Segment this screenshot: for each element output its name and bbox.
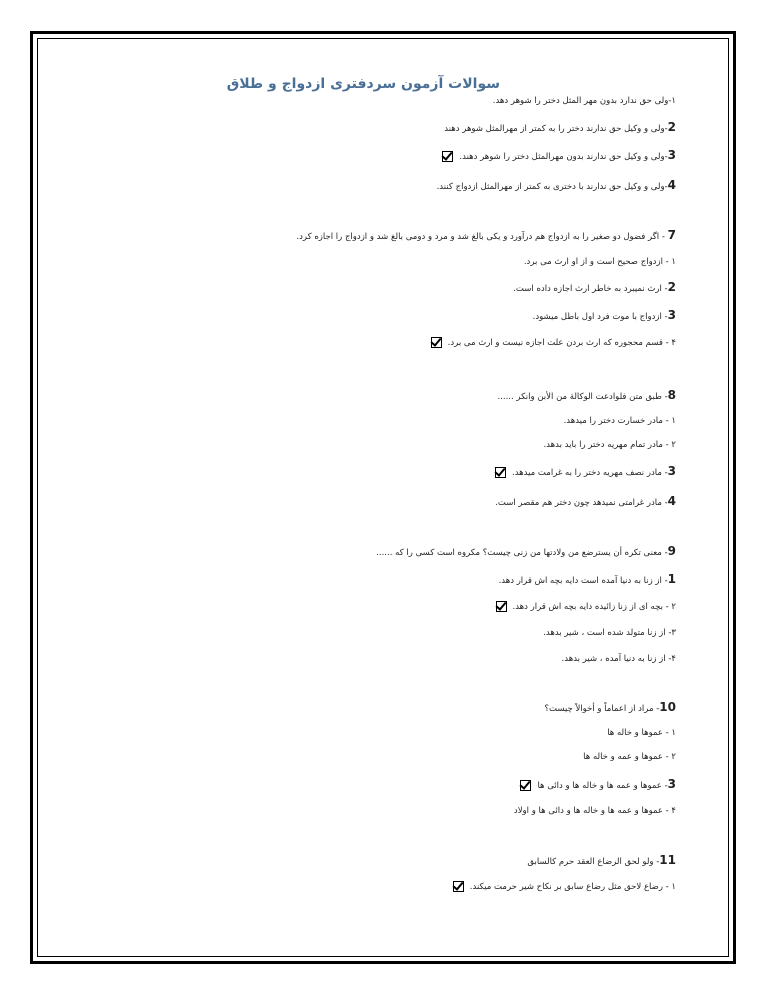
line-text: ۱ - مادر خسارت دختر را میدهد. [563,416,676,426]
question-line [564,414,676,428]
question-line [513,280,676,296]
question-line [520,777,676,793]
question-number: 2 [667,280,676,294]
question-line [562,652,676,666]
checked-box-icon [442,151,453,162]
line-text: -ولی و وکیل حق ندارند با دختری به کمتر از مهرالمثل ازدواج کنند. [436,182,668,192]
page-title: سوالات آزمون سردفتری ازدواج و طلاق [226,76,500,92]
question-line [524,255,676,269]
line-text: ۱ - ازدواج صحیح است و از او ارث می برد. [523,257,676,267]
line-text: ۲ - عموها و عمه و خاله ها [583,752,676,762]
line-text: - از زنا به دنیا آمده است دایه بچه اش قرار دهد. [498,576,668,586]
question-number: 3 [667,777,676,791]
question-number: 8 [667,388,676,402]
question-line [514,804,676,818]
question-number: 9 [667,544,676,558]
line-text: ۱ - عموها و خاله ها [607,728,676,738]
question-number: 3 [667,308,676,322]
checked-box-icon [431,337,442,348]
question-line [607,726,676,740]
line-text: - مادر نصف مهریه دختر را به غرامت میدهد. [512,468,668,478]
question-line [453,880,676,894]
line-text: -ولی و وکیل حق ندارند بدون مهرالمثل دختر را شوهر دهند. [459,152,668,162]
question-number: 4 [667,494,676,508]
question-line [296,228,676,244]
question-line [545,700,677,716]
line-text: - ولو لحق الرضاع العقد حرم کالسابق [527,857,660,867]
line-text: - مادر غرامتی نمیدهد چون دختر هم مقصر است. [495,498,668,508]
question-line [444,120,676,136]
line-text: ۳- از زنا متولد شده است ، شیر بدهد. [543,628,676,638]
checked-box-icon [495,467,506,478]
question-line [583,750,676,764]
line-text: - عموها و عمه ها و خاله ها و دائی ها [537,781,668,791]
line-text: - مراد از اعماماً و أخوالاً چیست؟ [544,704,660,714]
question-line [543,438,676,452]
question-number: 10 [659,700,676,714]
question-line [533,308,676,324]
line-text: ۴ - عموها و عمه ها و خاله ها و دائی ها و اولاد [513,806,676,816]
question-number: 2 [667,120,676,134]
line-text: -ولی و وکیل حق ندارند دختر را به کمتر از مهرالمثل شوهر دهند [444,124,668,134]
line-text: - معنی تکره أن یسترضع من ولادتها من زنی چیست؟ مکروه است کسی را که ...... [376,548,668,558]
question-number: 1 [667,572,676,586]
question-line [431,336,676,350]
line-text: - ازدواج با موت فرد اول باطل میشود. [532,312,668,322]
line-text: - ارث نمیبرد به خاطر ارث اجازه داده است. [513,284,668,294]
question-line [493,94,676,108]
checked-box-icon [453,881,464,892]
question-line [527,853,676,869]
line-text: ۴- از زنا به دنیا آمده ، شیر بدهد. [561,654,676,664]
line-text: - اگر فضول دو صغیر را به ازدواج هم درآورد و یکی بالغ شد و مرد و دومی بالغ شد و ازدواج را اجازه کرد. [296,232,668,242]
line-text: ۱-ولی حق ندارد بدون مهر المثل دختر را شوهر دهد. [492,96,676,106]
question-number: 3 [667,148,676,162]
checked-box-icon [496,601,507,612]
question-line [495,494,676,510]
checked-box-icon [520,780,531,791]
question-line [437,178,676,194]
question-line [496,600,677,614]
question-number: 7 [667,228,676,242]
question-number: 3 [667,464,676,478]
question-number: 4 [667,178,676,192]
line-text: ۲ - بچه ای از زنا زائیده دایه بچه اش قرار دهد. [512,602,676,612]
line-text: - طبق متن فلوادعت الوکالة من الأبن وانکر ...... [497,392,668,402]
question-line [495,464,676,480]
line-text: ۲ - مادر تمام مهریه دختر را باید بدهد. [543,440,676,450]
line-text: ۴ - قسم محجوره که ارث بردن علت اجازه نیست و ارث می برد. [447,338,676,348]
question-number: 11 [659,853,676,867]
question-line [442,148,676,164]
question-line [497,388,676,404]
question-line [543,626,676,640]
question-line [376,544,676,560]
line-text: ۱ - رضاع لاحق مثل رضاع سابق بر نکاح شیر حرمت میکند. [469,882,676,892]
question-line [499,572,676,588]
